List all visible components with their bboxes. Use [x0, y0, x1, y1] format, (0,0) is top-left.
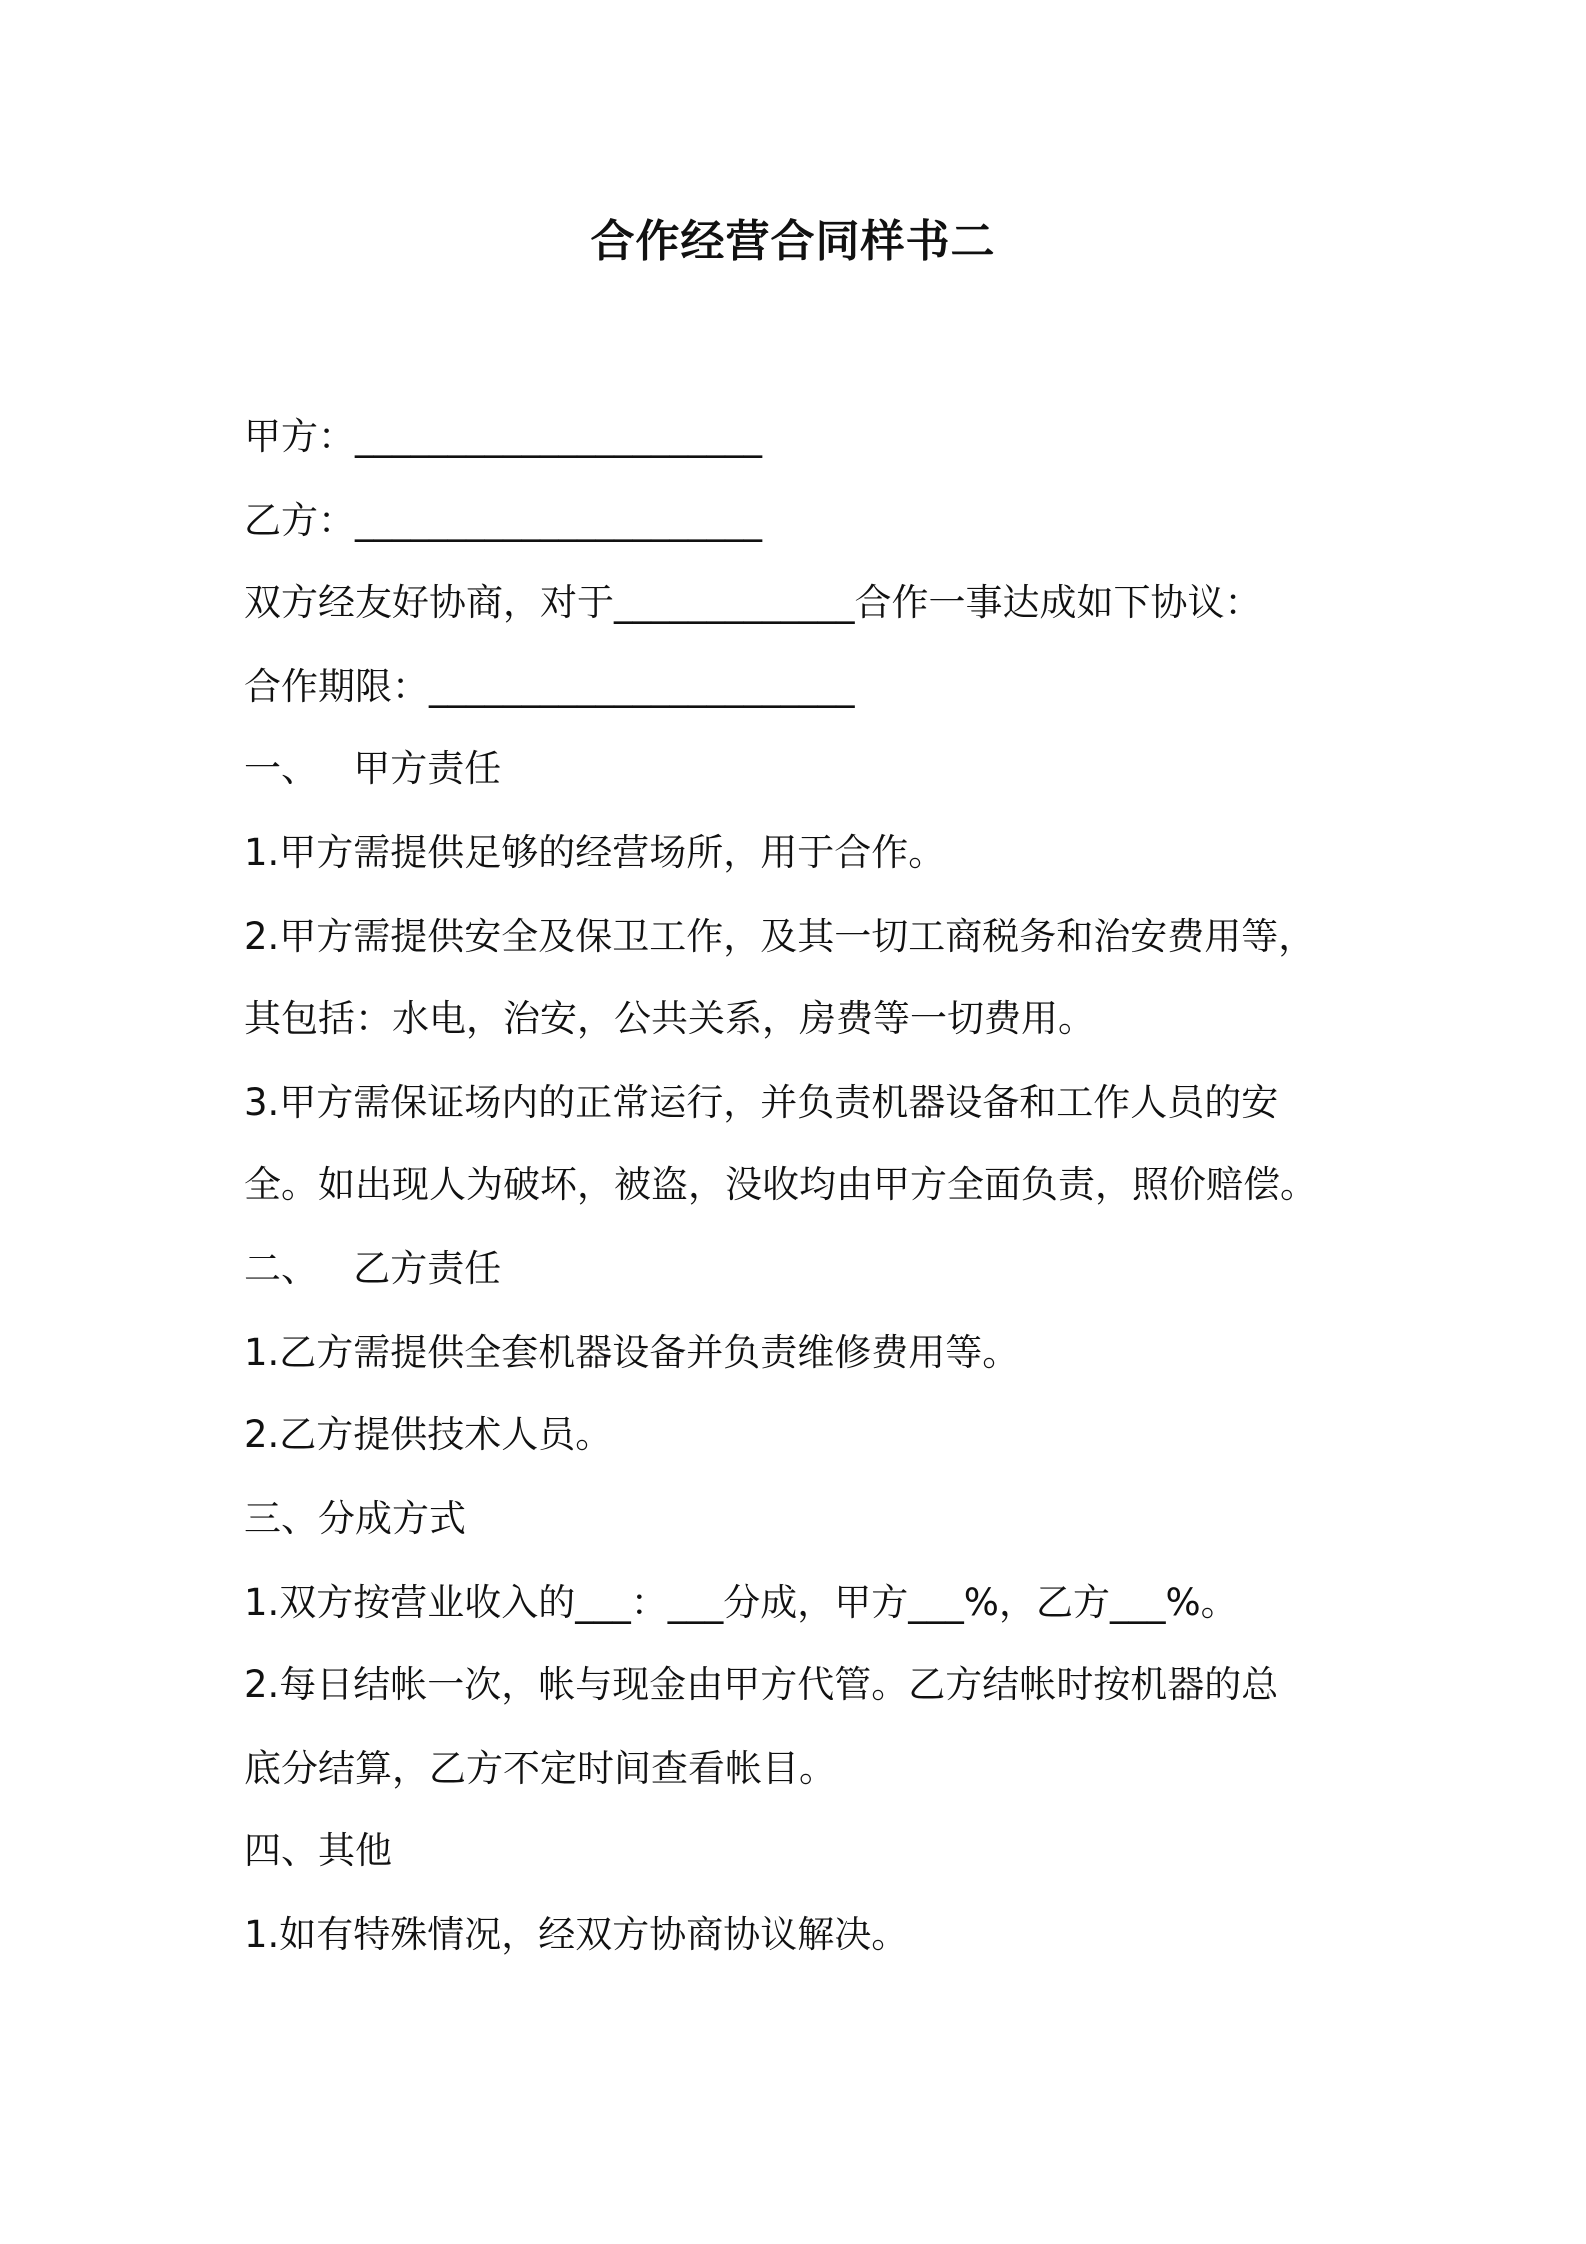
section-heading-profit-split: 三、分成方式: [244, 1497, 466, 1540]
clause-a2-line1: 2.甲方需提供安全及保卫工作，及其一切工商税务和治安费用等，: [244, 915, 1316, 958]
section-heading-party-a: 一、 甲方责任: [244, 747, 502, 790]
clause-c1: 1.双方按营业收入的___：___分成，甲方___%，乙方___%。: [244, 1581, 1238, 1624]
party-b-line: 乙方：______________________: [244, 499, 762, 542]
clause-b2: 2.乙方提供技术人员。: [244, 1413, 613, 1456]
party-a-line: 甲方：______________________: [244, 415, 762, 458]
clause-a2-line2: 其包括：水电，治安，公共关系，房费等一切费用。: [244, 997, 1095, 1040]
clause-c2-line2: 底分结算，乙方不定时间查看帐目。: [244, 1747, 836, 1790]
clause-a3-line1: 3.甲方需保证场内的正常运行，并负责机器设备和工作人员的安: [244, 1081, 1279, 1124]
document-title: 合作经营合同样书二: [590, 216, 996, 267]
cooperation-period-line: 合作期限：_______________________: [244, 665, 855, 708]
clause-a3-line2: 全。如出现人为破坏，被盗，没收均由甲方全面负责，照价赔偿。: [244, 1163, 1317, 1206]
section-heading-other: 四、其他: [244, 1829, 392, 1872]
section-heading-party-b: 二、 乙方责任: [244, 1247, 502, 1290]
clause-a1: 1.甲方需提供足够的经营场所，用于合作。: [244, 831, 946, 874]
clause-c2-line1: 2.每日结帐一次，帐与现金由甲方代管。乙方结帐时按机器的总: [244, 1663, 1279, 1706]
clause-b1: 1.乙方需提供全套机器设备并负责维修费用等。: [244, 1331, 1020, 1374]
clause-d1: 1.如有特殊情况，经双方协商协议解决。: [244, 1913, 909, 1956]
agreement-intro-line: 双方经友好协商，对于_____________合作一事达成如下协议：: [244, 581, 1262, 624]
